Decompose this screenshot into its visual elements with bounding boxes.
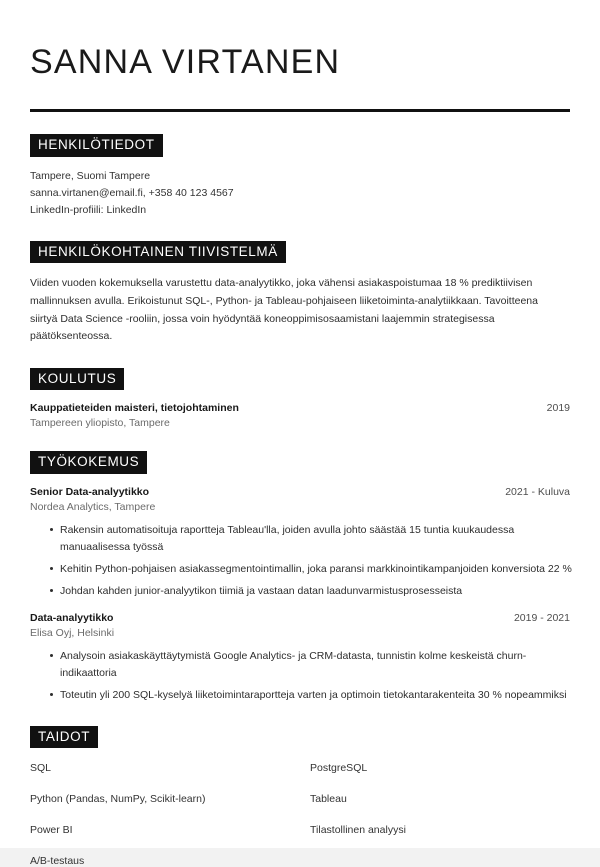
skill-item: Tilastollinen analyysi	[310, 824, 406, 837]
page-title: SANNA VIRTANEN	[30, 43, 341, 81]
summary-text: Viiden vuoden kokemuksella varustettu data-analyytikko, joka vähensi asiakaspoistumaa 18 % prediktiivisen mallinnuksen avulla. Erikoistunut SQL-, Python- ja Tableau-pohjaiseen liiketoiminta-analytiikkaan. Tavoitteena siirtyä Data Science -rooliin, jossa voin hyödyntää koneoppimisosaamistani laajemmin strategisessa päätöksenteossa.	[30, 277, 538, 343]
list-item: Johdan kahden junior-analyytikon tiimiä ja vastaan datan laadunvarmistusprosesseista	[50, 583, 573, 600]
section-summary	[30, 241, 570, 346]
education-entry-head	[30, 402, 570, 414]
experience-company: Nordea Analytics, Tampere	[30, 500, 156, 513]
experience-job-title: Data-analyytikko	[30, 611, 114, 624]
experience-company: Elisa Oyj, Helsinki	[30, 626, 115, 639]
contact-location: Tampere, Suomi Tampere	[30, 169, 151, 182]
experience-bullets	[30, 648, 570, 704]
section-skills	[30, 726, 570, 867]
header-divider	[30, 109, 570, 112]
skill-item: Python (Pandas, NumPy, Scikit-learn)	[30, 793, 206, 806]
experience-date: 2019 - 2021	[513, 611, 570, 624]
section-heading-education: KOULUTUS	[30, 368, 124, 391]
experience-entry	[30, 612, 570, 704]
list-item: Toteutin yli 200 SQL-kyselyä liiketoimintaraportteja varten ja optimoin tietokantarakenteita 30 % nopeammiksi	[50, 687, 573, 704]
section-contact	[30, 134, 570, 219]
section-heading-summary: HENKILÖKOHTAINEN TIIVISTELMÄ	[30, 241, 286, 264]
skill-item: A/B-testaus	[30, 855, 85, 867]
experience-entry	[30, 486, 570, 600]
list-item: Analysoin asiakaskäyttäytymistä Google Analytics- ja CRM-datasta, tunnistin kolme keskeistä churn-indikaattoria	[50, 648, 573, 682]
skill-item: SQL	[30, 762, 52, 775]
list-item: Rakensin automatisoituja raportteja Tableau'lla, joiden avulla johto säästää 15 tuntia kuukaudessa manuaalisessa työssä	[50, 522, 573, 556]
section-heading-experience: TYÖKOKEMUS	[30, 451, 147, 474]
skill-item: Power BI	[30, 824, 73, 837]
skills-grid	[30, 762, 570, 867]
education-degree: Kauppatieteiden maisteri, tietojohtaminen	[30, 402, 239, 415]
experience-job-title: Senior Data-analyytikko	[30, 485, 150, 498]
education-date: 2019	[546, 402, 570, 415]
list-item: Kehitin Python-pohjaisen asiakassegmentointimallin, joka paransi markkinointikampanjoiden konversiota 22 %	[50, 561, 573, 578]
contact-linkedin[interactable]: LinkedIn-profiili: LinkedIn	[30, 203, 147, 216]
section-experience	[30, 451, 570, 704]
skill-item: Tableau	[310, 793, 347, 806]
contact-details	[30, 168, 570, 219]
experience-entry-head	[30, 612, 570, 624]
experience-date: 2021 - Kuluva	[505, 485, 570, 498]
section-education	[30, 368, 570, 430]
education-institution: Tampereen yliopisto, Tampere	[30, 417, 170, 430]
skill-item: PostgreSQL	[310, 762, 368, 775]
section-heading-contact: HENKILÖTIEDOT	[30, 134, 163, 157]
contact-email-phone: sanna.virtanen@email.fi, +358 40 123 4567	[30, 186, 234, 199]
experience-bullets	[30, 522, 570, 600]
resume-content	[30, 0, 570, 867]
education-entry	[30, 402, 570, 429]
section-heading-skills: TAIDOT	[30, 726, 98, 749]
experience-entry-head	[30, 486, 570, 498]
